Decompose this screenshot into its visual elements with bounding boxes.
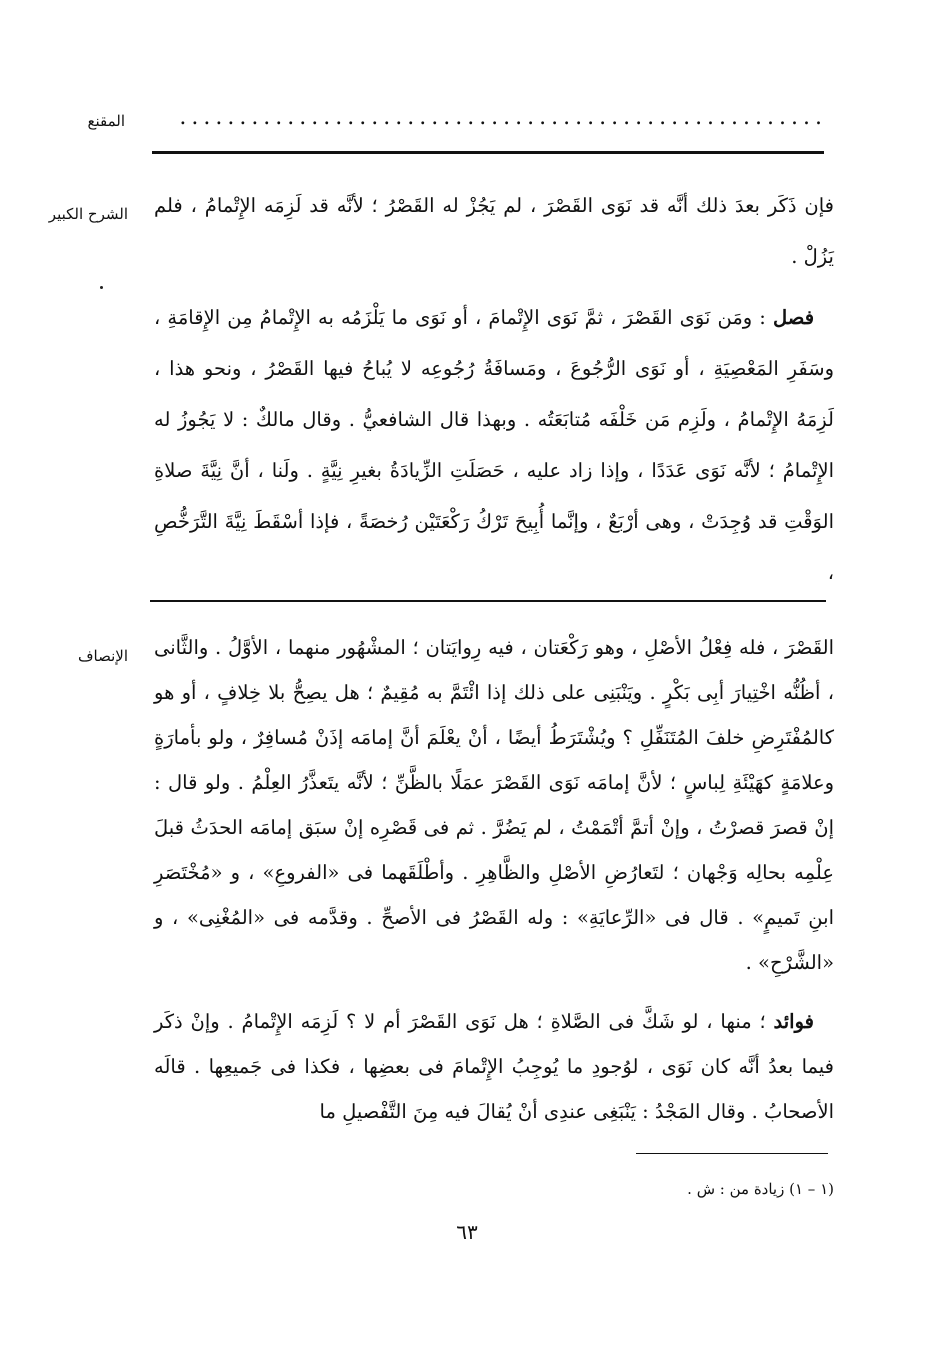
insaf-paragraph-1: القَصْرَ ، فله فِعْلُ الأصْلِ ، وهو رَكْعَتان ، فيه رِوايَتان ؛ المشْهُور منهما ، الأوَّلُ . والثَّانى ، أظُنُّه اخْتِيارَ أبِى بَكْرٍ . ويَنْبَنِى على ذلك إذا ائْتَمَّ به مُقِيمٌ ؛ هل يصِحُّ بلا خِلافٍ ، أو هو كالمُفْتَرِضِ خلفَ المُتَنَفِّلِ ؟ ويُشْتَرَطُ أيضًا ، أنْ يعْلَمَ أنَّ إمامَه إذَنْ مُسافِرٌ ، ولو بأمارَةٍ وعلامَةٍ كهَيْئَةِ لِباسٍ ؛ لأنَّ إمامَه نَوَى القَصْرَ عمَلًا بالظَّنِّ ؛ لأنَّه يتَعذَّرُ العِلْمُ . ولو قال : إنْ قصرَ قصرْتُ ، وإنْ أتمَّ أتْمَمْتُ ، لم يَضُرَّ . ثم فى قَصْرِه إنْ سبَق إمامَه الحدَثُ قبلَ عِلْمِه بحالِه وَجْهان ؛ لتَعارُضِ الأصْلِ والظَّاهِرِ . وأطْلَقَهما فى «الفروعِ» ، و «مُخْتَصَرِ ابنِ تَميمٍ» . قال فى «الرِّعايَةِ» : وله القَصْرُ فى الأصحِّ . وقدَّمه فى «المُغْنِى» ، و «الشَّرْحِ» .: [154, 636, 834, 974]
header-rule: [152, 151, 824, 154]
footnote-rule: [636, 1153, 828, 1154]
sharh-paragraph-1: فإن ذَكَر بعدَ ذلك أنَّه قد نَوَى القَصْرَ ، لم يَجُزْ له القَصْرُ ؛ لأنَّه قد لَزِمَه الإِتْمامُ ، فلم يَزُلْ .: [154, 194, 834, 268]
footnote: (١ – ١) زيادة من : ش .: [687, 1180, 834, 1198]
section-divider: [150, 600, 826, 602]
insaf-paragraph-2: [154, 999, 834, 1134]
sharh-paragraph-2-text: : ومَن نَوَى القَصْرَ ، ثمَّ نَوَى الإِتْمامَ ، أو نَوَى ما يَلْزَمُه به الإِتْمامُ مِن الإِقامَةِ ، وسَفَرِ المَعْصِيَةِ ، أو نَوَى الرُّجُوعَ ، ومَسافَةُ رُجُوعِه لا يُباحُ فيها القَصْرُ ، ونحو هذا ، لَزِمَهُ الإِتْمامُ ، ولَزِم مَن خَلْفَه مُتابَعَتُه . وبهذا قال الشافعيُّ . وقال مالكٌ : لا يَجُوزُ له الإِتْمامُ ؛ لأنَّه نَوَى عَدَدًا ، وإذا زاد عليه ، حَصَلَتِ الزِّيادَةُ بغيرِ نِيَّةٍ . ولَنا ، أنَّ نِيَّةَ صلاةِ الوَقْتِ قد وُجِدَتْ ، وهى أرْبَعٌ ، وإنَّما أُبِيحَ تَرْكُ رَكْعَتَيْن رُخصَةً ، فإذا أسْقَطَ نِيَّةَ التَّرَخُّصِ ،: [154, 306, 834, 584]
insaf-body: [154, 625, 834, 1134]
margin-mark: [100, 286, 103, 289]
sharh-paragraph-2: [154, 292, 834, 598]
insaf-paragraph-2-text: ؛ منها ، لو شَكَّ فى الصَّلاةِ ؛ هل نَوَى القَصْرَ أم لا ؟ لَزِمَه الإِتْمامُ . وإنْ ذكَر فيما بعدُ أنَّه كان نَوَى ، لوُجودِ ما يُوجِبُ الإِتْمامَ فى بعضِها ، فكذا فى جَميعِها . قالَه الأصحابُ . وقال المَجْدُ : يَنْبَغِى عندِى أنْ يُقالَ فيه مِنَ التَّفْصيلِ ما: [154, 1010, 834, 1123]
fasl-heading: فصل: [773, 306, 815, 329]
running-header-title: المقنع: [87, 112, 125, 130]
page-number: ٦٣: [456, 1220, 478, 1244]
section-label-sharh: الشرح الكبير: [48, 205, 128, 223]
fawaid-heading: فوائد: [773, 1010, 814, 1033]
header-dotted-leader: ......................................................: [179, 107, 827, 129]
section-label-insaf: الإنصاف: [77, 647, 128, 665]
sharh-body: [154, 180, 834, 598]
